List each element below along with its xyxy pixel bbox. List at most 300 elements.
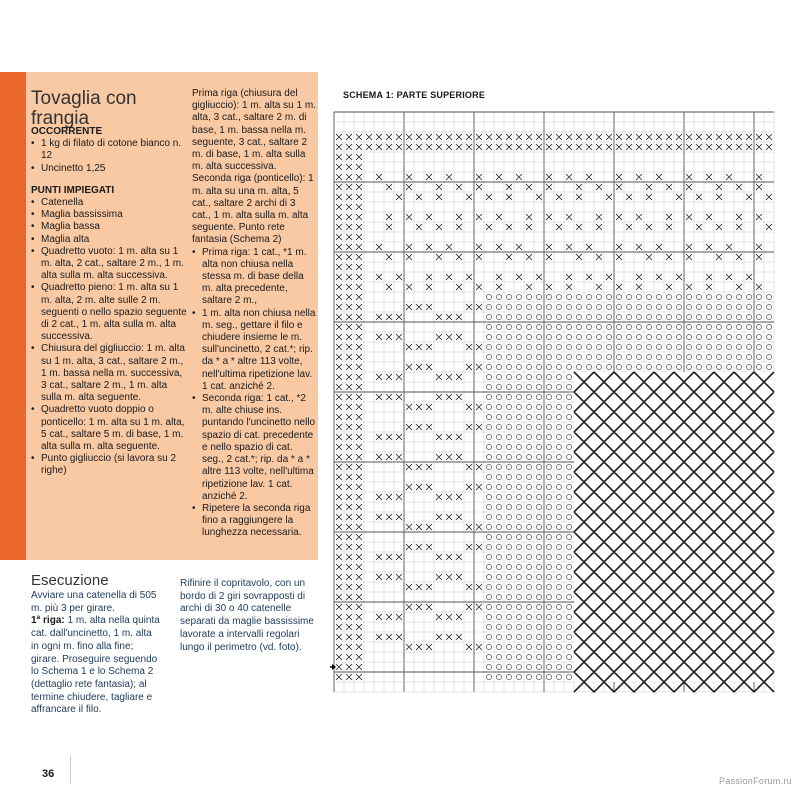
- chart-circle: [666, 304, 671, 309]
- chart-circle: [556, 414, 561, 419]
- chart-circle: [536, 354, 541, 359]
- chart-circle: [506, 384, 511, 389]
- chart-cross: [736, 254, 742, 260]
- chart-circle: [556, 654, 561, 659]
- chart-circle: [736, 334, 741, 339]
- chart-circle: [696, 304, 701, 309]
- chart-circle: [486, 484, 491, 489]
- chart-cross: [626, 194, 632, 200]
- chart-cross: [666, 254, 672, 260]
- chart-circle: [746, 354, 751, 359]
- chart-circle: [766, 314, 771, 319]
- chart-cross: [476, 304, 482, 310]
- chart-cross: [466, 364, 472, 370]
- chart-circle: [756, 344, 761, 349]
- chart-cross: [496, 284, 502, 290]
- chart-circle: [556, 624, 561, 629]
- chart-cross: [566, 214, 572, 220]
- chart-circle: [526, 294, 531, 299]
- chart-cross: [516, 244, 522, 250]
- chart-cross: [476, 364, 482, 370]
- chart-circle: [746, 304, 751, 309]
- chart-cross: [566, 134, 572, 140]
- chart-cross: [566, 144, 572, 150]
- chart-circle: [656, 334, 661, 339]
- chart-cross: [416, 224, 422, 230]
- chart-cross: [336, 404, 342, 410]
- chart-circle: [686, 364, 691, 369]
- chart-circle: [536, 674, 541, 679]
- chart-circle: [506, 324, 511, 329]
- chart-circle: [536, 644, 541, 649]
- chart-cross: [476, 344, 482, 350]
- chart-cross: [636, 284, 642, 290]
- chart-cross: [406, 604, 412, 610]
- chart-circle: [756, 324, 761, 329]
- chart-cross: [346, 474, 352, 480]
- chart-cross: [576, 194, 582, 200]
- chart-cross: [486, 224, 492, 230]
- chart-circle: [516, 654, 521, 659]
- chart-cross: [356, 314, 362, 320]
- list-item: • 1 kg di filato di cotone bianco n. 12: [31, 138, 189, 162]
- chart-circle: [566, 484, 571, 489]
- chart-cross: [636, 134, 642, 140]
- chart-cross: [356, 324, 362, 330]
- chart-cross: [406, 284, 412, 290]
- chart-cross: [396, 574, 402, 580]
- chart-circle: [596, 354, 601, 359]
- chart-circle: [506, 584, 511, 589]
- chart-cross: [736, 284, 742, 290]
- chart-cross: [756, 134, 762, 140]
- chart-circle: [606, 354, 611, 359]
- chart-cross: [526, 184, 532, 190]
- chart-cross: [356, 594, 362, 600]
- chart-circle: [566, 554, 571, 559]
- chart-circle: [556, 594, 561, 599]
- chart-cross: [336, 434, 342, 440]
- chart-cross: [456, 184, 462, 190]
- chart-cross: [336, 224, 342, 230]
- chart-cross: [346, 454, 352, 460]
- chart-circle: [526, 414, 531, 419]
- chart-circle: [506, 504, 511, 509]
- chart-cross: [436, 514, 442, 520]
- chart-cross: [446, 434, 452, 440]
- chart-cross: [416, 644, 422, 650]
- chart-circle: [616, 364, 621, 369]
- chart-cross: [706, 274, 712, 280]
- chart-circle: [566, 544, 571, 549]
- chart-cross: [336, 484, 342, 490]
- chart-cross: [456, 574, 462, 580]
- chart-cross: [526, 254, 532, 260]
- chart-circle: [496, 374, 501, 379]
- chart-cross: [376, 314, 382, 320]
- chart-cross: [726, 134, 732, 140]
- chart-circle: [556, 664, 561, 669]
- chart-circle: [526, 374, 531, 379]
- chart-circle: [566, 674, 571, 679]
- chart-circle: [526, 334, 531, 339]
- chart-circle: [496, 334, 501, 339]
- chart-circle: [516, 474, 521, 479]
- chart-cross: [386, 184, 392, 190]
- chart-cross: [596, 224, 602, 230]
- chart-circle: [636, 334, 641, 339]
- chart-circle: [736, 364, 741, 369]
- chart-circle: [546, 364, 551, 369]
- chart-circle: [536, 474, 541, 479]
- chart-circle: [526, 394, 531, 399]
- chart-circle: [546, 424, 551, 429]
- chart-cross: [586, 144, 592, 150]
- chart-circle: [486, 364, 491, 369]
- chart-cross: [756, 254, 762, 260]
- chart-cross: [336, 554, 342, 560]
- chart-circle: [496, 674, 501, 679]
- chart-cross: [526, 224, 532, 230]
- chart-circle: [546, 564, 551, 569]
- chart-circle: [516, 634, 521, 639]
- execution-title: Esecuzione: [31, 572, 109, 589]
- chart-cross: [606, 144, 612, 150]
- chart-circle: [636, 314, 641, 319]
- chart-circle: [516, 524, 521, 529]
- chart-cross: [346, 544, 352, 550]
- chart-cross: [656, 174, 662, 180]
- chart-circle: [586, 364, 591, 369]
- chart-cross: [346, 674, 352, 680]
- chart-cross: [686, 214, 692, 220]
- chart-cross: [356, 434, 362, 440]
- chart-cross: [396, 494, 402, 500]
- chart-circle: [536, 494, 541, 499]
- chart-circle: [506, 474, 511, 479]
- chart-cross: [386, 224, 392, 230]
- chart-circle: [546, 344, 551, 349]
- chart-circle: [556, 524, 561, 529]
- chart-circle: [526, 554, 531, 559]
- chart-circle: [556, 404, 561, 409]
- chart-circle: [496, 344, 501, 349]
- chart-circle: [556, 494, 561, 499]
- chart-circle: [526, 594, 531, 599]
- chart-cross: [426, 174, 432, 180]
- chart-cross: [346, 484, 352, 490]
- chart-circle: [536, 664, 541, 669]
- chart-circle: [756, 354, 761, 359]
- chart-cross: [406, 544, 412, 550]
- chart-circle: [576, 314, 581, 319]
- chart-circle: [666, 334, 671, 339]
- chart-cross: [716, 144, 722, 150]
- chart-cross: [406, 524, 412, 530]
- chart-circle: [566, 434, 571, 439]
- chart-circle: [536, 394, 541, 399]
- chart-circle: [546, 464, 551, 469]
- chart-cross: [616, 184, 622, 190]
- chart-cross: [346, 224, 352, 230]
- list-item: • Maglia alta: [31, 234, 189, 246]
- chart-circle: [646, 304, 651, 309]
- chart-cross: [346, 324, 352, 330]
- chart-cross: [336, 324, 342, 330]
- chart-circle: [546, 474, 551, 479]
- chart-cross: [516, 274, 522, 280]
- chart-cross: [476, 644, 482, 650]
- chart-circle: [636, 294, 641, 299]
- chart-circle: [486, 414, 491, 419]
- chart-cross: [336, 574, 342, 580]
- chart-cross: [466, 604, 472, 610]
- chart-circle: [506, 434, 511, 439]
- chart-circle: [566, 594, 571, 599]
- chart-circle: [496, 614, 501, 619]
- chart-cross: [606, 274, 612, 280]
- chart-circle: [496, 664, 501, 669]
- chart-circle: [486, 574, 491, 579]
- chart-circle: [706, 334, 711, 339]
- chart-cross: [546, 244, 552, 250]
- chart-cross: [356, 544, 362, 550]
- chart-circle: [496, 564, 501, 569]
- list-item: • Prima riga: 1 cat., *1 m. alta non chiusa nella stessa m. di base della m. alta precedente, saltare 2 m.,: [192, 247, 316, 308]
- chart-cross: [406, 304, 412, 310]
- chart-cross: [386, 334, 392, 340]
- chart-circle: [506, 534, 511, 539]
- chart-circle: [546, 384, 551, 389]
- chart-cross: [356, 474, 362, 480]
- chart-circle: [576, 334, 581, 339]
- chart-circle: [586, 324, 591, 329]
- chart-circle: [566, 314, 571, 319]
- chart-cross: [416, 364, 422, 370]
- chart-circle: [626, 344, 631, 349]
- chart-cross: [526, 144, 532, 150]
- chart-cross: [366, 134, 372, 140]
- chart-circle: [556, 304, 561, 309]
- chart-circle: [526, 364, 531, 369]
- chart-cross: [356, 504, 362, 510]
- chart-cross: [376, 374, 382, 380]
- chart-cross: [446, 274, 452, 280]
- chart-circle: [496, 574, 501, 579]
- chart-circle: [606, 324, 611, 329]
- chart-circle: [536, 314, 541, 319]
- chart-cross: [356, 224, 362, 230]
- chart-cross: [476, 604, 482, 610]
- chart-cross: [456, 134, 462, 140]
- chart-cross: [346, 354, 352, 360]
- chart-circle: [516, 594, 521, 599]
- gigliuccio-prima: Prima riga (chiusura del gigliuccio): 1 m. alta su 1 m. alta, 3 cat., saltare 2 m. di base, 1 m. bassa nella m. seguente, 3 cat., saltare 2 m. di base, 1 m. alta sulla m. alta successiva.: [192, 88, 316, 173]
- chart-circle: [566, 374, 571, 379]
- chart-cross: [466, 464, 472, 470]
- chart-cross: [566, 274, 572, 280]
- chart-circle: [496, 484, 501, 489]
- chart-circle: [536, 564, 541, 569]
- chart-cross: [336, 444, 342, 450]
- chart-circle: [556, 344, 561, 349]
- chart-cross: [336, 134, 342, 140]
- chart-cross: [456, 214, 462, 220]
- chart-cross: [476, 424, 482, 430]
- chart-circle: [666, 314, 671, 319]
- chart-circle: [536, 554, 541, 559]
- chart-cross: [466, 644, 472, 650]
- chart-circle: [516, 534, 521, 539]
- chart-circle: [736, 324, 741, 329]
- execution-body: [31, 590, 161, 717]
- chart-circle: [586, 294, 591, 299]
- chart-cross: [406, 174, 412, 180]
- chart-cross: [426, 644, 432, 650]
- chart-circle: [666, 294, 671, 299]
- chart-cross: [446, 394, 452, 400]
- chart-cross: [736, 144, 742, 150]
- chart-cross: [546, 134, 552, 140]
- chart-circle: [566, 354, 571, 359]
- chart-cross: [726, 274, 732, 280]
- chart-circle: [496, 494, 501, 499]
- chart-cross: [356, 134, 362, 140]
- chart-circle: [546, 414, 551, 419]
- chart-cross: [336, 384, 342, 390]
- chart-cross: [336, 364, 342, 370]
- chart-cross: [356, 674, 362, 680]
- chart-circle: [506, 674, 511, 679]
- chart-circle: [486, 504, 491, 509]
- chart-circle: [496, 654, 501, 659]
- chart-cross: [336, 494, 342, 500]
- chart-circle: [626, 324, 631, 329]
- chart-cross: [346, 414, 352, 420]
- chart-cross: [456, 394, 462, 400]
- chart-circle: [556, 334, 561, 339]
- chart-circle: [556, 434, 561, 439]
- chart-circle: [526, 484, 531, 489]
- chart-cross: [436, 614, 442, 620]
- chart-cross: [376, 514, 382, 520]
- chart-circle: [686, 324, 691, 329]
- chart-circle: [766, 294, 771, 299]
- chart-circle: [606, 304, 611, 309]
- chart-cross: [336, 524, 342, 530]
- list-item: • 1 m. alta non chiusa nella m. seg., gettare il filo e chiudere insieme le m. sull'uncinetto, 2 cat.*; rip. da * a * altre 113 volte, nell'ultima ripetizione lav. 1 cat. anziché 2.: [192, 308, 316, 393]
- chart-circle: [486, 374, 491, 379]
- chart-cross: [376, 554, 382, 560]
- chart-cross: [356, 554, 362, 560]
- chart-cross: [386, 214, 392, 220]
- chart-cross: [336, 204, 342, 210]
- chart-cross: [556, 134, 562, 140]
- chart-circle: [606, 334, 611, 339]
- chart-cross: [566, 244, 572, 250]
- chart-cross: [616, 254, 622, 260]
- chart-circle: [566, 494, 571, 499]
- chart-cross: [476, 464, 482, 470]
- chart-circle: [496, 304, 501, 309]
- chart-circle: [546, 594, 551, 599]
- chart-circle: [506, 364, 511, 369]
- chart-circle: [726, 344, 731, 349]
- chart-cross: [476, 214, 482, 220]
- chart-circle: [756, 304, 761, 309]
- chart-circle: [586, 344, 591, 349]
- chart-circle: [486, 534, 491, 539]
- chart-cross: [506, 194, 512, 200]
- chart-cross: [666, 284, 672, 290]
- chart-circle: [766, 344, 771, 349]
- chart-circle: [666, 324, 671, 329]
- chart-circle: [486, 614, 491, 619]
- chart-cross: [716, 194, 722, 200]
- chart-circle: [486, 554, 491, 559]
- chart-cross: [346, 504, 352, 510]
- chart-cross: [376, 614, 382, 620]
- chart-circle: [516, 614, 521, 619]
- chart-circle: [526, 624, 531, 629]
- chart-cross: [346, 494, 352, 500]
- chart-circle: [686, 344, 691, 349]
- chart-circle: [506, 394, 511, 399]
- chart-circle: [556, 604, 561, 609]
- chart-cross: [356, 584, 362, 590]
- chart-cross: [416, 344, 422, 350]
- chart-circle: [486, 384, 491, 389]
- chart-cross: [346, 614, 352, 620]
- chart-cross: [426, 484, 432, 490]
- chart-cross: [576, 254, 582, 260]
- chart-cross: [546, 184, 552, 190]
- chart-cross: [456, 334, 462, 340]
- chart-cross: [346, 394, 352, 400]
- chart-circle: [486, 314, 491, 319]
- chart-cross: [396, 334, 402, 340]
- chart-circle: [746, 334, 751, 339]
- chart-cross: [416, 484, 422, 490]
- chart-circle: [526, 324, 531, 329]
- chart-cross: [426, 464, 432, 470]
- chart-cross: [546, 214, 552, 220]
- chart-cross: [446, 244, 452, 250]
- chart-circle: [606, 364, 611, 369]
- chart-cross: [346, 234, 352, 240]
- chart-cross: [336, 214, 342, 220]
- chart-cross: [756, 174, 762, 180]
- chart-circle: [536, 434, 541, 439]
- chart-circle: [506, 464, 511, 469]
- chart-circle: [506, 564, 511, 569]
- chart-cross: [596, 254, 602, 260]
- chart-circle: [726, 334, 731, 339]
- chart-cross: [676, 274, 682, 280]
- chart-cross: [396, 614, 402, 620]
- chart-cross: [416, 304, 422, 310]
- chart-circle: [496, 594, 501, 599]
- chart-circle: [496, 314, 501, 319]
- occorrente-list: [31, 138, 189, 175]
- chart-cross: [596, 284, 602, 290]
- chart-circle: [486, 654, 491, 659]
- chart-cross: [356, 494, 362, 500]
- chart-cross: [476, 184, 482, 190]
- chart-cross: [396, 274, 402, 280]
- chart-circle: [546, 574, 551, 579]
- chart-cross: [336, 234, 342, 240]
